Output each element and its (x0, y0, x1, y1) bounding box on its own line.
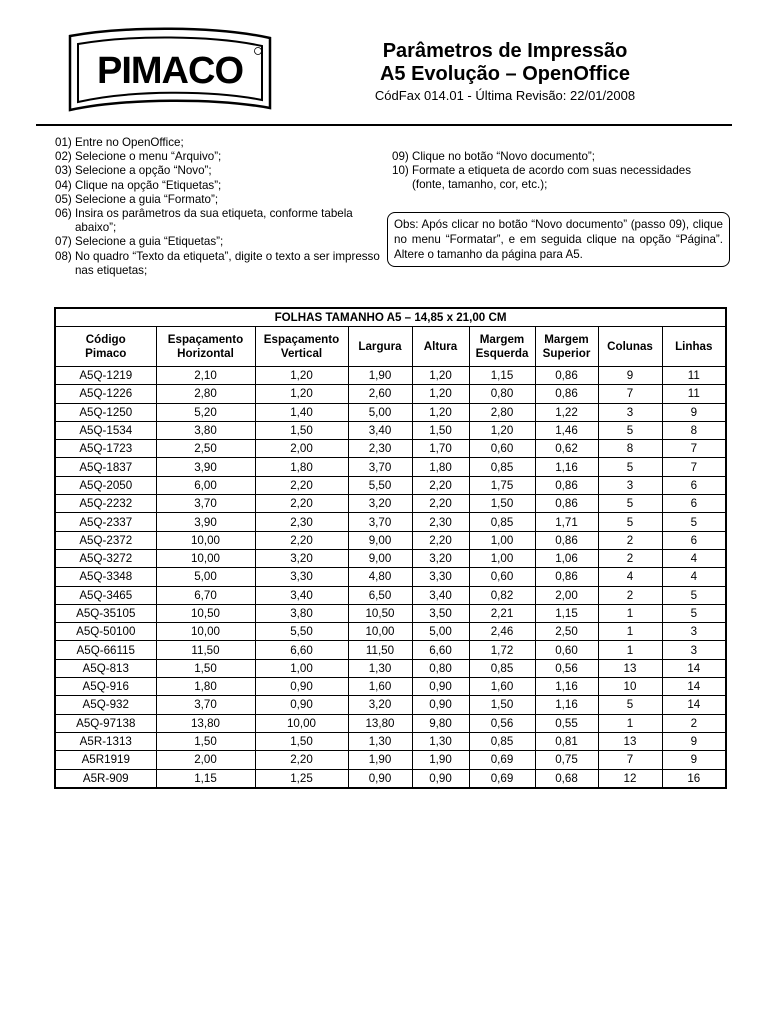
table-cell: 3,20 (412, 549, 469, 567)
step-number: 10) (392, 164, 412, 178)
column-header (156, 327, 255, 367)
table-row (55, 367, 726, 385)
column-header (412, 327, 469, 367)
column-header-line: Horizontal (177, 346, 234, 360)
table-cell: 1,20 (412, 385, 469, 403)
product-code-cell: A5Q-2372 (55, 531, 156, 549)
table-cell: 2,20 (412, 495, 469, 513)
table-cell: 1,60 (348, 678, 412, 696)
table-cell: 1,70 (412, 440, 469, 458)
table-cell: 0,90 (412, 696, 469, 714)
table-cell: 2,20 (255, 476, 348, 494)
table-cell: 13,80 (156, 714, 255, 732)
table-cell: 1,80 (412, 458, 469, 476)
table-cell: 8 (662, 421, 726, 439)
obs-note: Obs: Após clicar no botão “Novo documento” (passo 09), clique no menu “Formatar”, e em seguida clique na opção “Página”. Altere o tamanho da página para A5. (387, 212, 730, 267)
table-row (55, 568, 726, 586)
instruction-step (55, 136, 380, 150)
table-cell: 1,71 (535, 513, 598, 531)
table-cell: 3,30 (412, 568, 469, 586)
table-cell: 0,86 (535, 367, 598, 385)
table-cell: 6 (662, 476, 726, 494)
table-cell: 1,50 (255, 732, 348, 750)
table-row (55, 659, 726, 677)
table-cell: 0,75 (535, 751, 598, 769)
table-cell: 3,50 (412, 604, 469, 622)
table-cell: 1,16 (535, 678, 598, 696)
column-header-line: Margem (479, 332, 525, 346)
table-cell: 0,86 (535, 385, 598, 403)
table-cell: 5 (662, 604, 726, 622)
step-text: Insira os parâmetros da sua etiqueta, conforme tabela abaixo”; (74, 207, 353, 235)
table-cell: 2,50 (156, 440, 255, 458)
table-cell: 0,69 (469, 769, 535, 788)
product-code-cell: A5Q-66115 (55, 641, 156, 659)
table-row (55, 549, 726, 567)
table-row (55, 732, 726, 750)
table-cell: 1,50 (156, 732, 255, 750)
table-cell: 5 (662, 586, 726, 604)
product-code-cell: A5Q-813 (55, 659, 156, 677)
table-cell: 4 (662, 568, 726, 586)
table-cell: 3,70 (156, 696, 255, 714)
table-cell: 2,30 (255, 513, 348, 531)
step-text: Selecione a opção “Novo”; (74, 164, 212, 178)
table-cell: 1 (598, 604, 662, 622)
table-header-row (55, 327, 726, 367)
step-number: 06) (55, 207, 75, 221)
table-row (55, 641, 726, 659)
table-cell: 4 (598, 568, 662, 586)
table-cell: 0,90 (412, 769, 469, 788)
table-cell: 3,20 (348, 696, 412, 714)
table-cell: 0,55 (535, 714, 598, 732)
table-cell: 9,00 (348, 549, 412, 567)
table-cell: 0,85 (469, 513, 535, 531)
table-cell: 10,00 (255, 714, 348, 732)
table-cell: 0,62 (535, 440, 598, 458)
table-row (55, 604, 726, 622)
table-cell: 2,00 (535, 586, 598, 604)
table-cell: 1,20 (412, 403, 469, 421)
table-cell: 1,90 (348, 751, 412, 769)
table-cell: 5 (598, 513, 662, 531)
table-cell: 3,30 (255, 568, 348, 586)
table-cell: 3,40 (255, 586, 348, 604)
product-code-cell: A5Q-1226 (55, 385, 156, 403)
table-cell: 0,86 (535, 476, 598, 494)
instruction-step (55, 179, 380, 193)
table-cell: 1,15 (469, 367, 535, 385)
table-cell: 6 (662, 531, 726, 549)
table-cell: 3,80 (255, 604, 348, 622)
table-cell: 6,70 (156, 586, 255, 604)
table-cell: 1,50 (412, 421, 469, 439)
instruction-step (55, 207, 380, 235)
table-cell: 1,50 (469, 696, 535, 714)
table-cell: 1,15 (535, 604, 598, 622)
table-cell: 13 (598, 659, 662, 677)
product-code-cell: A5Q-1723 (55, 440, 156, 458)
table-cell: 10,00 (156, 549, 255, 567)
table-cell: 6,60 (412, 641, 469, 659)
table-cell: 1 (598, 641, 662, 659)
table-cell: 1 (598, 714, 662, 732)
column-header-line: Colunas (607, 339, 653, 353)
table-row (55, 421, 726, 439)
column-header (598, 327, 662, 367)
table-cell: 1,30 (348, 732, 412, 750)
table-cell: 0,56 (535, 659, 598, 677)
table-cell: 1,60 (469, 678, 535, 696)
product-code-cell: A5Q-1837 (55, 458, 156, 476)
column-header (348, 327, 412, 367)
table-cell: 3,20 (348, 495, 412, 513)
steps-right-list (392, 150, 722, 193)
table-cell: 1,16 (535, 696, 598, 714)
table-cell: 14 (662, 696, 726, 714)
table-cell: 0,80 (469, 385, 535, 403)
column-header (469, 327, 535, 367)
instruction-step (55, 150, 380, 164)
table-cell: 10 (598, 678, 662, 696)
pimaco-logo-graphic (66, 24, 274, 122)
instruction-step (55, 193, 380, 207)
product-code-cell: A5R-1313 (55, 732, 156, 750)
table-cell: 2,60 (348, 385, 412, 403)
table-cell: 3,80 (156, 421, 255, 439)
table-cell: 10,00 (348, 623, 412, 641)
table-cell: 1,40 (255, 403, 348, 421)
table-cell: 0,90 (412, 678, 469, 696)
table-cell: 1,46 (535, 421, 598, 439)
table-cell: 4,80 (348, 568, 412, 586)
table-cell: 0,80 (412, 659, 469, 677)
product-code-cell: A5Q-932 (55, 696, 156, 714)
table-cell: 5,00 (348, 403, 412, 421)
table-cell: 1,20 (255, 385, 348, 403)
table-cell: 0,56 (469, 714, 535, 732)
table-cell: 1,06 (535, 549, 598, 567)
table-row (55, 513, 726, 531)
table-cell: 1,30 (348, 659, 412, 677)
table-cell: 2,00 (156, 751, 255, 769)
table-cell: 11 (662, 367, 726, 385)
table-cell: 2,20 (255, 531, 348, 549)
table-cell: 1,90 (348, 367, 412, 385)
title-line-2: A5 Evolução – OpenOffice (379, 63, 631, 85)
table-cell: 0,85 (469, 458, 535, 476)
table-row (55, 440, 726, 458)
instruction-step (55, 164, 380, 178)
step-number: 09) (392, 150, 412, 163)
step-number: 07) (55, 235, 75, 249)
table-row (55, 714, 726, 732)
table-cell: 1,22 (535, 403, 598, 421)
table-cell: 11 (662, 385, 726, 403)
product-code-cell: A5Q-2232 (55, 495, 156, 513)
table-cell: 13,80 (348, 714, 412, 732)
table-cell: 2 (662, 714, 726, 732)
table-cell: 1,30 (412, 732, 469, 750)
table-cell: 0,86 (535, 531, 598, 549)
table-cell: 9 (662, 732, 726, 750)
table-cell: 2,30 (348, 440, 412, 458)
table-body (55, 367, 726, 788)
table-cell: 0,90 (348, 769, 412, 788)
step-number: 01) (55, 136, 75, 149)
product-code-cell: A5Q-97138 (55, 714, 156, 732)
table-row (55, 751, 726, 769)
table-cell: 1,00 (255, 659, 348, 677)
table-cell: 9,80 (412, 714, 469, 732)
product-code-cell: A5Q-3348 (55, 568, 156, 586)
table-cell: 2,50 (535, 623, 598, 641)
table-cell: 0,60 (535, 641, 598, 659)
table-cell: 0,85 (469, 732, 535, 750)
table-cell: 9 (598, 367, 662, 385)
table-cell: 1,20 (255, 367, 348, 385)
step-number: 04) (55, 178, 75, 192)
product-code-cell: A5Q-1219 (55, 367, 156, 385)
table-cell: 2,20 (255, 495, 348, 513)
table-row (55, 458, 726, 476)
header-divider (36, 124, 732, 126)
step-text: No quadro “Texto da etiqueta”, digite o texto a ser impresso nas etiquetas; (74, 249, 380, 277)
table-cell: 5,20 (156, 403, 255, 421)
column-header (535, 327, 598, 367)
table-cell: 0,81 (535, 732, 598, 750)
table-cell: 0,90 (255, 696, 348, 714)
table-cell: 3,70 (156, 495, 255, 513)
table-cell: 14 (662, 659, 726, 677)
instruction-step (392, 150, 722, 164)
product-code-cell: A5Q-2337 (55, 513, 156, 531)
table-cell: 1,16 (535, 458, 598, 476)
product-code-cell: A5Q-3272 (55, 549, 156, 567)
column-header-line: Espaçamento (263, 332, 340, 346)
instruction-step (55, 235, 380, 249)
table-cell: 10,50 (156, 604, 255, 622)
product-code-cell: A5Q-916 (55, 678, 156, 696)
table-cell: 5 (662, 513, 726, 531)
step-text: Clique na opção “Etiquetas”; (74, 178, 222, 192)
step-number: 08) (55, 249, 75, 263)
table-row (55, 385, 726, 403)
table-cell: 1,00 (469, 531, 535, 549)
logo-text: PIMACO (97, 50, 243, 92)
table-cell: 5,00 (412, 623, 469, 641)
table-cell: 8 (598, 440, 662, 458)
table-cell: 6,50 (348, 586, 412, 604)
step-text: Entre no OpenOffice; (74, 136, 184, 149)
table-cell: 13 (598, 732, 662, 750)
steps-left-list (55, 136, 380, 278)
table-cell: 2,00 (255, 440, 348, 458)
table-cell: 0,85 (469, 659, 535, 677)
table-row (55, 769, 726, 788)
table-cell: 5,50 (255, 623, 348, 641)
column-header (255, 327, 348, 367)
table-cell: 1 (598, 623, 662, 641)
subtitle: CódFax 014.01 - Última Revisão: 22/01/2008 (374, 88, 636, 103)
column-header (662, 327, 726, 367)
table-cell: 1,80 (156, 678, 255, 696)
step-text: Selecione a guia “Etiquetas”; (74, 235, 224, 249)
table-cell: 2 (598, 531, 662, 549)
table-cell: 1,25 (255, 769, 348, 788)
table-cell: 14 (662, 678, 726, 696)
step-text: Selecione a guia “Formato”; (74, 192, 219, 206)
title-line-1: Parâmetros de Impressão (382, 40, 628, 62)
table-cell: 10,00 (156, 623, 255, 641)
label-parameters-table (54, 307, 725, 789)
step-number: 03) (55, 164, 75, 178)
table-cell: 0,68 (535, 769, 598, 788)
instruction-step (392, 164, 722, 192)
table-row (55, 586, 726, 604)
table-cell: 1,80 (255, 458, 348, 476)
column-header-line: Largura (358, 339, 402, 353)
column-header-line: Vertical (280, 346, 323, 360)
table-cell: 2 (598, 549, 662, 567)
table-cell: 6,00 (156, 476, 255, 494)
product-code-cell: A5Q-50100 (55, 623, 156, 641)
table-cell: 3,70 (348, 458, 412, 476)
table-cell: 5 (598, 458, 662, 476)
column-header-line: Linhas (675, 339, 713, 353)
table-cell: 9 (662, 403, 726, 421)
table-cell: 10,00 (156, 531, 255, 549)
table-cell: 3,70 (348, 513, 412, 531)
table-cell: 7 (662, 440, 726, 458)
step-number: 02) (55, 150, 75, 164)
table-cell: 3,20 (255, 549, 348, 567)
table-cell: 3 (598, 476, 662, 494)
table-cell: 6 (662, 495, 726, 513)
column-header-line: Pimaco (85, 346, 127, 360)
table-cell: 3,90 (156, 458, 255, 476)
table-cell: 1,50 (255, 421, 348, 439)
product-code-cell: A5R1919 (55, 751, 156, 769)
table-cell: 6,60 (255, 641, 348, 659)
step-text: Clique no botão “Novo documento”; (411, 150, 596, 163)
table-cell: 2,80 (156, 385, 255, 403)
table-cell: 0,69 (469, 751, 535, 769)
table-cell: 2,20 (412, 476, 469, 494)
product-code-cell: A5Q-35105 (55, 604, 156, 622)
table-cell: 2,20 (255, 751, 348, 769)
header (300, 40, 710, 104)
table-cell: 3 (598, 403, 662, 421)
table-cell: 0,60 (469, 568, 535, 586)
table-cell: 12 (598, 769, 662, 788)
table-row (55, 678, 726, 696)
table-cell: 1,90 (412, 751, 469, 769)
table-cell: 1,50 (469, 495, 535, 513)
table-cell: 9 (662, 751, 726, 769)
table-cell: 2,30 (412, 513, 469, 531)
table-row (55, 696, 726, 714)
column-header (55, 327, 156, 367)
step-text: Selecione o menu “Arquivo”; (74, 150, 222, 164)
table-cell: 4 (662, 549, 726, 567)
product-code-cell: A5Q-1250 (55, 403, 156, 421)
table-row (55, 403, 726, 421)
table-cell: 0,82 (469, 586, 535, 604)
table-row (55, 623, 726, 641)
table-cell: 2,80 (469, 403, 535, 421)
table-cell: 0,86 (535, 568, 598, 586)
table-cell: 5 (598, 495, 662, 513)
table-cell: 2 (598, 586, 662, 604)
table-cell: 1,75 (469, 476, 535, 494)
table-cell: 3,40 (348, 421, 412, 439)
table-cell: 0,86 (535, 495, 598, 513)
table-cell: 9,00 (348, 531, 412, 549)
table-cell: 7 (662, 458, 726, 476)
table-cell: 1,15 (156, 769, 255, 788)
product-code-cell: A5Q-1534 (55, 421, 156, 439)
table-cell: 7 (598, 751, 662, 769)
table-cell: 0,60 (469, 440, 535, 458)
table-cell: 1,00 (469, 549, 535, 567)
table-row (55, 495, 726, 513)
product-code-cell: A5Q-3465 (55, 586, 156, 604)
table-cell: 10,50 (348, 604, 412, 622)
table-cell: 5 (598, 696, 662, 714)
step-text: Formate a etiqueta de acordo com suas necessidades (fonte, tamanho, cor, etc.); (411, 164, 692, 192)
product-code-cell: A5R-909 (55, 769, 156, 788)
table-cell: 11,50 (156, 641, 255, 659)
instruction-step (55, 250, 380, 278)
column-header-line: Altura (423, 339, 458, 353)
step-number: 05) (55, 192, 75, 206)
table-caption: FOLHAS TAMANHO A5 – 14,85 x 21,00 CM (55, 308, 726, 327)
table-cell: 11,50 (348, 641, 412, 659)
table-cell: 3,40 (412, 586, 469, 604)
column-header-line: Esquerda (475, 346, 529, 360)
table-cell: 2,21 (469, 604, 535, 622)
product-code-cell: A5Q-2050 (55, 476, 156, 494)
pimaco-logo (66, 24, 274, 122)
table-cell: 5,50 (348, 476, 412, 494)
column-header-line: Espaçamento (167, 332, 244, 346)
table-row (55, 476, 726, 494)
table-cell: 1,20 (412, 367, 469, 385)
table-row (55, 531, 726, 549)
table-cell: 7 (598, 385, 662, 403)
table-cell: 1,50 (156, 659, 255, 677)
column-header-line: Superior (542, 346, 591, 360)
table-cell: 1,20 (469, 421, 535, 439)
column-header-line: Código (85, 332, 126, 346)
table-cell: 5,00 (156, 568, 255, 586)
table-cell: 16 (662, 769, 726, 788)
table-cell: 2,20 (412, 531, 469, 549)
table-cell: 5 (598, 421, 662, 439)
table-cell: 3 (662, 623, 726, 641)
table-cell: 3,90 (156, 513, 255, 531)
table-cell: 1,72 (469, 641, 535, 659)
table-cell: 2,46 (469, 623, 535, 641)
column-header-line: Margem (544, 332, 589, 346)
table-cell: 0,90 (255, 678, 348, 696)
table-cell: 2,10 (156, 367, 255, 385)
table-cell: 3 (662, 641, 726, 659)
